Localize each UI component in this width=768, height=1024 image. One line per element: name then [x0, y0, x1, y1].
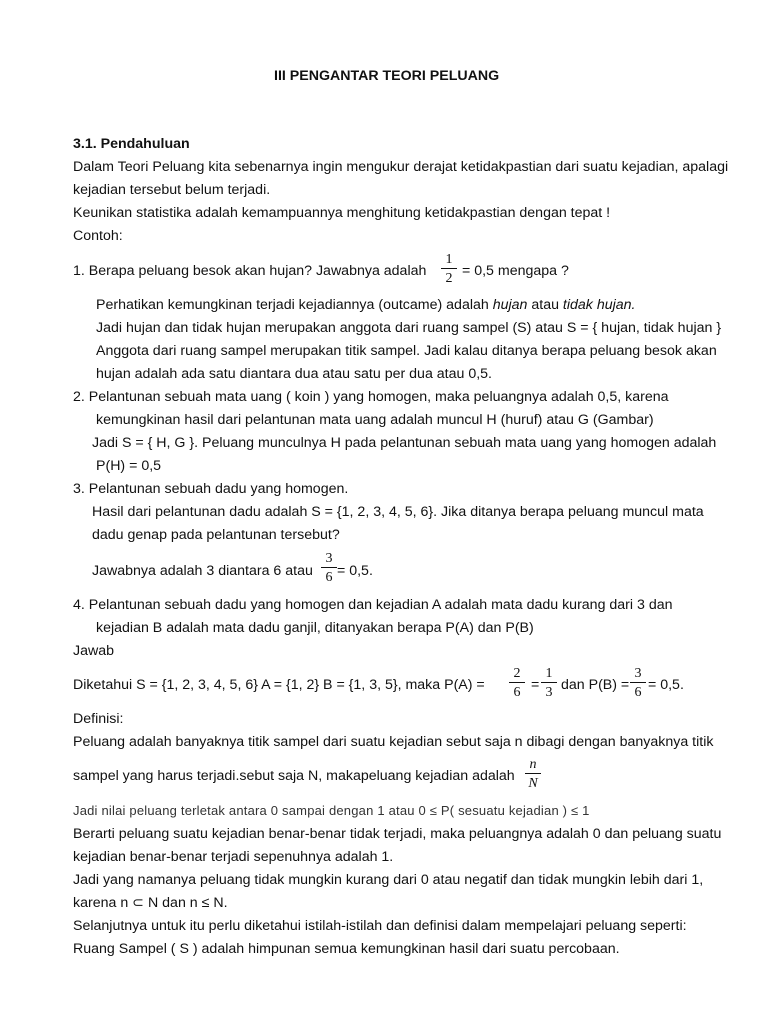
- ex3-fraction: [321, 551, 337, 585]
- ex2-line-b: kemungkinan hasil dari pelantunan mata uang adalah muncul H (huruf) atau G (Gambar): [96, 412, 654, 428]
- ex1-hujan: hujan: [492, 297, 528, 313]
- ex4-f2-num: 1: [541, 666, 557, 683]
- ex4-mid: dan P(B) =: [561, 677, 630, 693]
- ex4-f2-den: 3: [545, 685, 553, 700]
- ex1-line-b-mid: atau: [527, 297, 563, 313]
- intro-line-4: Contoh:: [73, 228, 123, 244]
- definition-line-e: kejadian benar-benar terjadi sepenuhnya adalah 1.: [73, 849, 394, 865]
- ex1-line-c: Jadi hujan dan tidak hujan merupakan anggota dari ruang sampel (S) atau S = { hujan, tidak hujan }: [96, 320, 722, 336]
- ex1-line-d: Anggota dari ruang sampel merupakan titik sampel. Jadi kalau ditanya berapa peluang besok akan: [96, 343, 717, 359]
- ex4-line-c: Diketahui S = {1, 2, 3, 4, 5, 6} A = {1, 2} B = {1, 3, 5}, maka P(A) =: [73, 677, 485, 693]
- ex4-fraction-1: [509, 666, 525, 700]
- ex3-frac-den: 6: [325, 570, 333, 585]
- definition-label: Definisi:: [73, 711, 124, 727]
- ex1-tidak-hujan: tidak hujan.: [562, 297, 636, 313]
- definition-line-g: karena n ⊂ N dan n ≤ N.: [73, 895, 228, 911]
- definition-line-i: Ruang Sampel ( S ) adalah himpunan semua kemungkinan hasil dari suatu percobaan.: [73, 941, 620, 957]
- ex4-f1-den: 6: [513, 685, 521, 700]
- ex3-line-d: Jawabnya adalah 3 diantara 6 atau: [92, 563, 313, 579]
- ex4-f1-num: 2: [509, 666, 525, 683]
- ex4-fraction-3: [630, 666, 646, 700]
- ex4-f3-den: 6: [634, 685, 642, 700]
- ex3-line-a: 3. Pelantunan sebuah dadu yang homogen.: [73, 481, 349, 497]
- intro-line-3: Keunikan statistika adalah kemampuannya menghitung ketidakpastian dengan tepat !: [73, 205, 611, 221]
- definition-fraction: [525, 757, 541, 791]
- ex2-line-c: Jadi S = { H, G }. Peluang munculnya H pada pelantunan sebuah mata uang yang homogen adalah: [92, 435, 717, 451]
- definition-frac-den: N: [528, 776, 538, 791]
- ex4-line-a: 4. Pelantunan sebuah dadu yang homogen dan kejadian A adalah mata dadu kurang dari 3 dan: [73, 597, 673, 613]
- definition-line-c: Jadi nilai peluang terletak antara 0 sampai dengan 1 atau 0 ≤ P( sesuatu kejadian ) ≤ 1: [73, 803, 590, 818]
- ex4-f3-num: 3: [630, 666, 646, 683]
- ex1-line-b-pre: Perhatikan kemungkinan terjadi kejadiannya (outcame) adalah: [96, 297, 493, 313]
- ex2-line-a: 2. Pelantunan sebuah mata uang ( koin ) yang homogen, maka peluangnya adalah 0,5, karena: [73, 389, 669, 405]
- ex4-line-b: kejadian B adalah mata dadu ganjil, ditanyakan berapa P(A) dan P(B): [96, 620, 534, 636]
- ex4-tail: = 0,5.: [648, 677, 684, 693]
- ex3-line-d-tail: = 0,5.: [337, 563, 373, 579]
- ex4-fraction-2: [541, 666, 557, 700]
- section-heading: 3.1. Pendahuluan: [73, 136, 190, 152]
- ex1-line-b: [96, 296, 636, 314]
- definition-frac-num: n: [525, 757, 541, 774]
- ex1-fraction: [441, 252, 457, 286]
- intro-line-1: Dalam Teori Peluang kita sebenarnya ingin mengukur derajat ketidakpastian dari suatu kejadian, apalagi: [73, 159, 729, 175]
- ex1-frac-den: 2: [445, 271, 453, 286]
- ex4-eq: =: [531, 677, 540, 693]
- page-title: III PENGANTAR TEORI PELUANG: [274, 68, 500, 84]
- definition-line-b: sampel yang harus terjadi.sebut saja N, makapeluang kejadian adalah: [73, 768, 515, 784]
- ex3-line-c: dadu genap pada pelantunan tersebut?: [92, 527, 340, 543]
- definition-line-h: Selanjutnya untuk itu perlu diketahui istilah-istilah dan definisi dalam mempelajari peluang seperti:: [73, 918, 687, 934]
- ex3-line-b: Hasil dari pelantunan dadu adalah S = {1, 2, 3, 4, 5, 6}. Jika ditanya berapa peluang muncul mata: [92, 504, 704, 520]
- ex3-frac-num: 3: [321, 551, 337, 568]
- ex1-line-a-tail: = 0,5 mengapa ?: [462, 263, 569, 279]
- ex1-frac-num: 1: [441, 252, 457, 269]
- ex1-line-a: 1. Berapa peluang besok akan hujan? Jawabnya adalah: [73, 263, 427, 279]
- intro-line-2: kejadian tersebut belum terjadi.: [73, 182, 271, 198]
- definition-line-a: Peluang adalah banyaknya titik sampel dari suatu kejadian sebut saja n dibagi dengan banyaknya titik: [73, 734, 714, 750]
- ex1-line-e: hujan adalah ada satu diantara dua atau satu per dua atau 0,5.: [96, 366, 492, 382]
- definition-line-d: Berarti peluang suatu kejadian benar-benar tidak terjadi, maka peluangnya adalah 0 dan peluang suatu: [73, 826, 722, 842]
- definition-line-f: Jadi yang namanya peluang tidak mungkin kurang dari 0 atau negatif dan tidak mungkin lebih dari 1,: [73, 872, 704, 888]
- ex4-jawab: Jawab: [73, 643, 115, 659]
- ex2-line-d: P(H) = 0,5: [96, 458, 162, 474]
